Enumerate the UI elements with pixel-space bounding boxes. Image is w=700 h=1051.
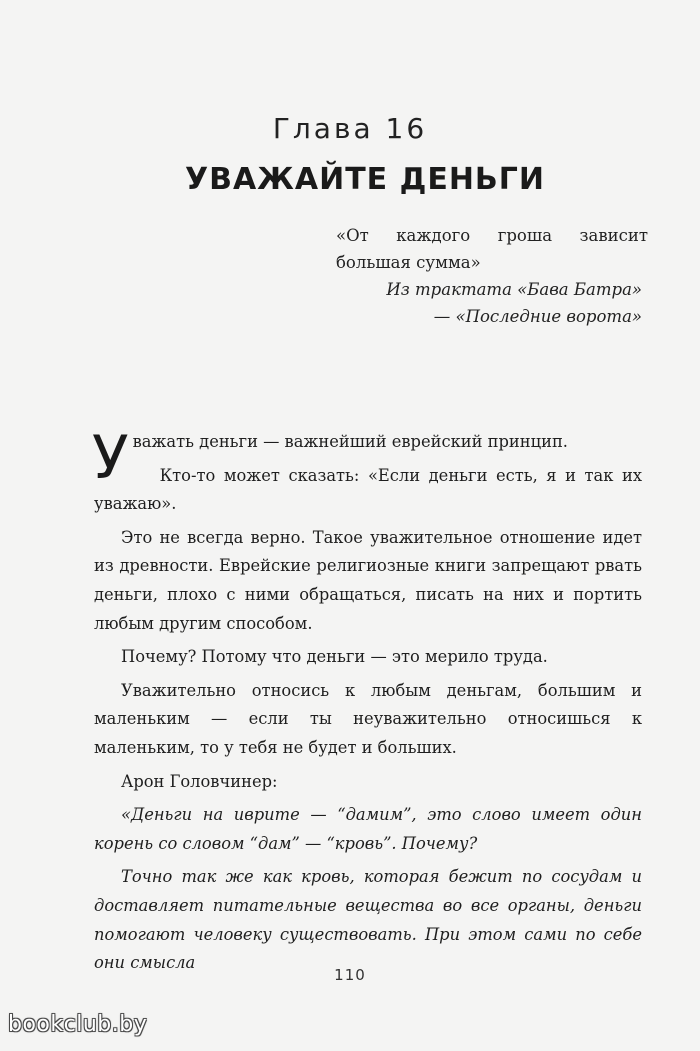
epigraph-source-line1: Из трактата «Бава Батра» — [386, 280, 642, 299]
epigraph — [336, 222, 648, 330]
body-paragraph: Кто-то может сказать: «Если деньги есть, я и так их уважаю». — [94, 465, 642, 514]
paragraph-text: важать деньги — важнейший еврейский принцип. — [132, 432, 568, 451]
drop-cap: У — [92, 423, 129, 493]
chapter-body — [92, 423, 642, 983]
body-paragraph: Уважительно относись к любым деньгам, большим и маленьким — если ты неуважительно относишься к маленьким, то у тебя не будет и больших. — [94, 680, 642, 757]
body-paragraph: Это не всегда верно. Такое уважительное отношение идет из древности. Еврейские религиозные книги запрещают рвать деньги, плохо с ними обращаться, писать на них и портить любым другим способом. — [94, 527, 642, 633]
body-paragraph-quote: Точно так же как кровь, которая бежит по сосудам и доставляет питательные вещества во все органы, деньги помогают человеку существовать. При этом сами по себе они смысла — [94, 867, 642, 973]
body-paragraph-quote: «Деньги на иврите — “дамим”, это слово имеет один корень со словом “дам” — “кровь”. Почему? — [94, 805, 642, 853]
watermark-logo: bookclub.by — [8, 1012, 148, 1037]
chapter-title: УВАЖАЙТЕ ДЕНЬГИ — [184, 162, 546, 197]
body-paragraph: Почему? Потому что деньги — это мерило труда. — [121, 647, 548, 667]
page-number: 110 — [334, 966, 366, 984]
epigraph-source-line2: — «Последние ворота» — [433, 307, 642, 326]
body-paragraph: Арон Головчинер: — [121, 771, 278, 791]
epigraph-quote: «От каждого гроша зависит большая сумма» — [336, 226, 648, 272]
chapter-number: Глава 16 — [272, 112, 428, 145]
